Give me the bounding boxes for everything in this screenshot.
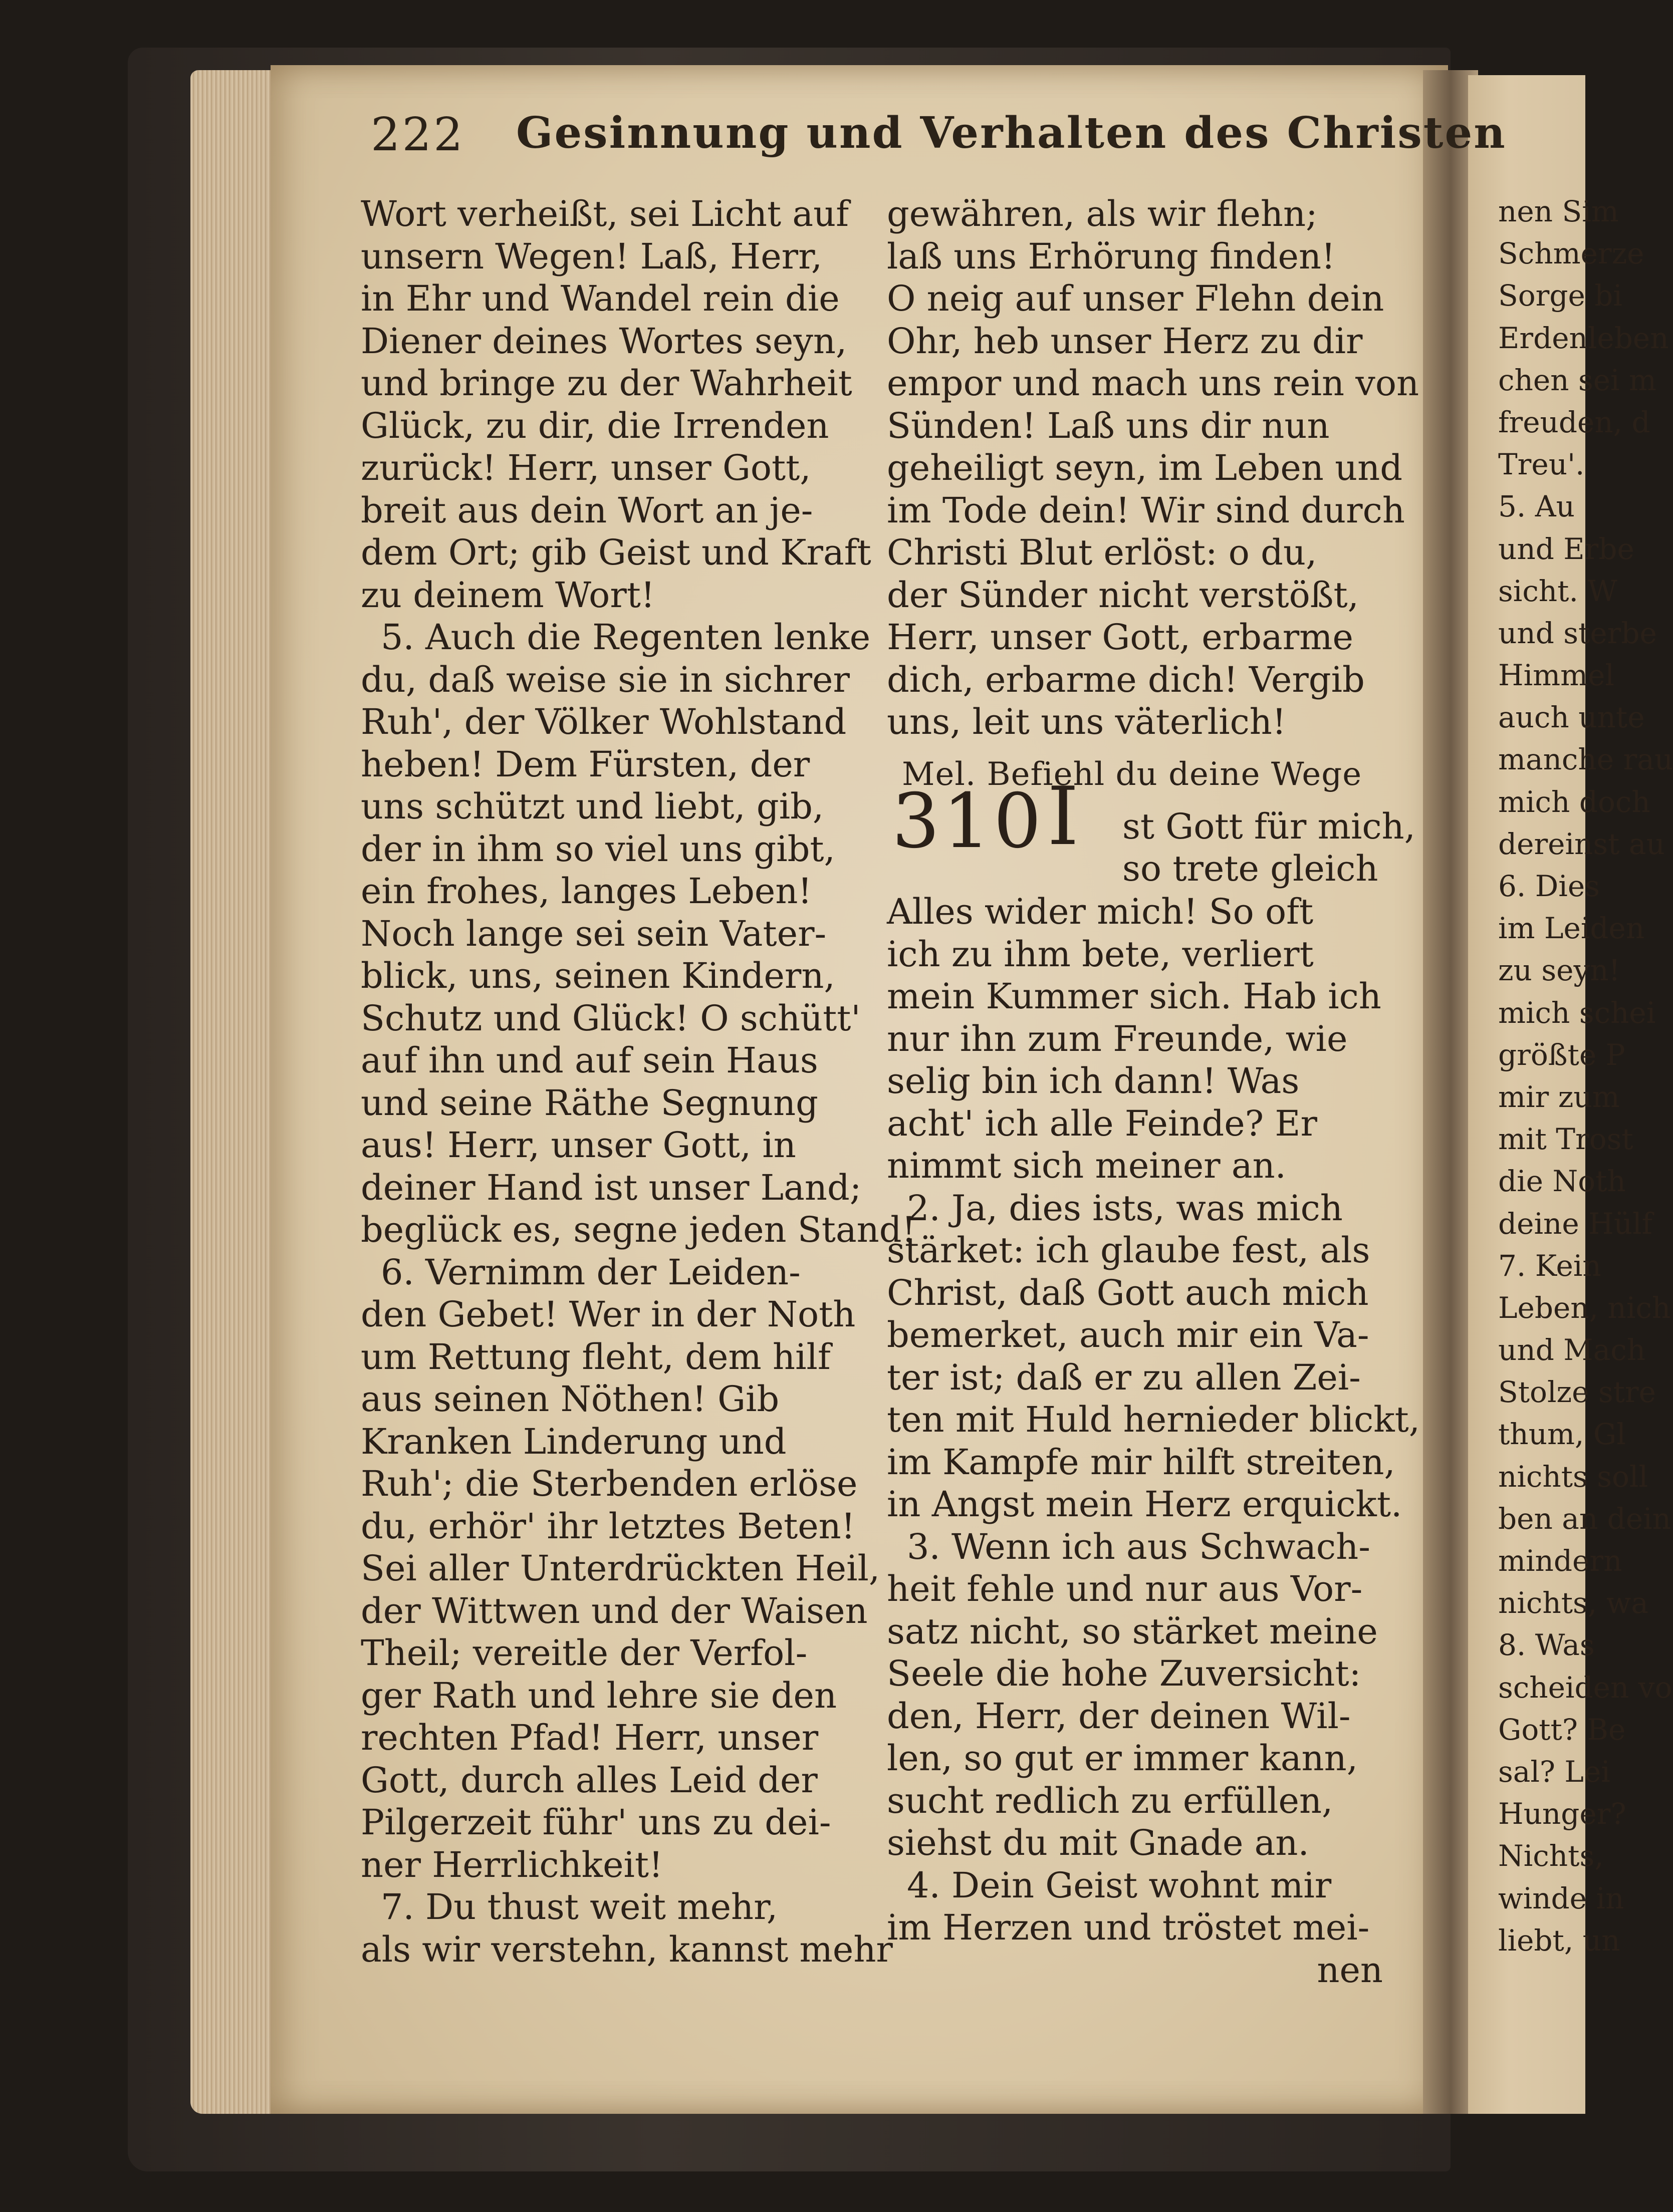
- facing-page-line: mindern: [1498, 1544, 1622, 1578]
- text-line: Theil; vereitle der Verfol-: [361, 1632, 808, 1674]
- text-line: Ohr, heb unser Herz zu dir: [887, 320, 1363, 362]
- facing-page-line: Schmerze: [1498, 236, 1644, 271]
- facing-page-line: Himmel: [1498, 658, 1614, 693]
- facing-page-line: und sterbe: [1498, 616, 1657, 650]
- facing-page-line: und Mach: [1498, 1333, 1646, 1367]
- facing-page-line: Gott? Be: [1498, 1712, 1626, 1747]
- text-line: und bringe zu der Wahrheit: [361, 363, 852, 404]
- text-line: aus seinen Nöthen! Gib: [361, 1378, 780, 1420]
- text-line: Alles wider mich! So oft: [887, 891, 1314, 932]
- facing-page-line: Stolze stre: [1498, 1375, 1656, 1410]
- facing-page-line: 5. Au: [1498, 489, 1575, 524]
- text-line: O neig auf unser Flehn dein: [887, 278, 1384, 319]
- facing-page-line: zu seyn!: [1498, 953, 1620, 988]
- facing-page-line: Nichts,: [1498, 1839, 1604, 1873]
- text-line: breit aus dein Wort an je-: [361, 489, 813, 531]
- facing-page-line: mich schei: [1498, 995, 1656, 1030]
- hymn-second-line: so trete gleich: [1122, 848, 1378, 889]
- facing-page-line: thum, Gl: [1498, 1417, 1626, 1452]
- text-line: ner Herrlichkeit!: [361, 1844, 663, 1885]
- text-line: 3. Wenn ich aus Schwach-: [907, 1526, 1370, 1567]
- text-line: Glück, zu dir, die Irrenden: [361, 405, 829, 446]
- facing-page-line: sal? Lei: [1498, 1754, 1610, 1789]
- left-text-column: [361, 193, 916, 1971]
- text-line: du, erhör' ihr letztes Beten!: [361, 1505, 855, 1547]
- text-line: Ruh'; die Sterbenden erlöse: [361, 1463, 858, 1504]
- text-line: Seele die hohe Zuversicht:: [887, 1653, 1361, 1694]
- text-line: zu deinem Wort!: [361, 574, 655, 616]
- text-line: rechten Pfad! Herr, unser: [361, 1717, 819, 1758]
- facing-page-line: auch unte: [1498, 700, 1645, 735]
- text-line: len, so gut er immer kann,: [887, 1738, 1358, 1779]
- facing-page-line: Hunger?: [1498, 1797, 1626, 1831]
- text-line: ger Rath und lehre sie den: [361, 1675, 837, 1716]
- text-line: ein frohes, langes Leben!: [361, 871, 812, 912]
- text-line: den Gebet! Wer in der Noth: [361, 1294, 856, 1335]
- text-line: heben! Dem Fürsten, der: [361, 743, 810, 785]
- text-line: uns, leit uns väterlich!: [887, 701, 1287, 742]
- text-line: in Ehr und Wandel rein die: [361, 278, 840, 319]
- text-line: Noch lange sei sein Vater-: [361, 913, 827, 954]
- text-line: selig bin ich dann! Was: [887, 1060, 1300, 1101]
- text-line: sucht redlich zu erfüllen,: [887, 1780, 1333, 1821]
- text-line: 4. Dein Geist wohnt mir: [907, 1864, 1332, 1906]
- text-line: Ruh', der Völker Wohlstand: [361, 701, 847, 742]
- text-line: nur ihn zum Freunde, wie: [887, 1018, 1348, 1059]
- text-line: als wir verstehn, kannst mehr: [361, 1928, 893, 1970]
- text-line: der in ihm so viel uns gibt,: [361, 828, 835, 870]
- page-header: [0, 98, 1585, 168]
- text-line: und seine Räthe Segnung: [361, 1082, 818, 1124]
- facing-page-line: deine Hülf: [1498, 1206, 1653, 1241]
- facing-page-line: nichts soll: [1498, 1459, 1648, 1494]
- facing-page-line: ben an dein: [1498, 1501, 1671, 1536]
- page-edges: [190, 70, 281, 2114]
- hymn-number: 310: [892, 778, 1045, 865]
- facing-page-line: mit Trost: [1498, 1122, 1633, 1157]
- text-line: der Wittwen und der Waisen: [361, 1590, 868, 1631]
- facing-page-line: winde in: [1498, 1881, 1624, 1915]
- text-line: acht' ich alle Feinde? Er: [887, 1102, 1317, 1144]
- facing-page-line: die Noth: [1498, 1164, 1626, 1199]
- text-line: 5. Auch die Regenten lenke: [381, 617, 871, 658]
- text-line: du, daß weise sie in sichrer: [361, 659, 850, 700]
- facing-page-line: dereinst au: [1498, 826, 1665, 861]
- facing-page-line: nichts, wa: [1498, 1586, 1648, 1620]
- text-line: in Angst mein Herz erquickt.: [887, 1484, 1402, 1525]
- text-line: Wort verheißt, sei Licht auf: [361, 193, 849, 234]
- text-line: geheiligt seyn, im Leben und: [887, 447, 1403, 488]
- text-line: im Tode dein! Wir sind durch: [887, 489, 1405, 531]
- text-line: 7. Du thust weit mehr,: [381, 1886, 778, 1927]
- text-line: Christi Blut erlöst: o du,: [887, 532, 1317, 573]
- text-line: laß uns Erhörung finden!: [887, 235, 1336, 277]
- text-line: stärket: ich glaube fest, als: [887, 1230, 1370, 1271]
- facing-page-line: im Leiden: [1498, 911, 1645, 946]
- text-line: heit fehle und nur aus Vor-: [887, 1568, 1363, 1609]
- text-line: dich, erbarme dich! Vergib: [887, 659, 1365, 700]
- facing-page-line: Sorge bi: [1498, 279, 1622, 313]
- text-line: Gott, durch alles Leid der: [361, 1759, 818, 1801]
- text-line: gewähren, als wir flehn;: [887, 193, 1318, 234]
- facing-page-line: größte P: [1498, 1037, 1625, 1072]
- melody-line: Mel. Befiehl du deine Wege: [902, 755, 1362, 793]
- facing-page-line: sicht. W: [1498, 574, 1617, 608]
- drop-cap: I: [1047, 769, 1079, 863]
- text-line: Pilgerzeit führ' uns zu dei-: [361, 1802, 831, 1843]
- text-line: dem Ort; gib Geist und Kraft: [361, 532, 871, 573]
- facing-page-line: Erdenleben: [1498, 321, 1669, 355]
- facing-page-line: Leben, nich: [1498, 1290, 1671, 1325]
- text-line: den, Herr, der deinen Wil-: [887, 1695, 1351, 1737]
- facing-page-line: nen Sim: [1498, 194, 1619, 228]
- facing-page-line: manche rau: [1498, 742, 1673, 777]
- text-line: uns schützt und liebt, gib,: [361, 786, 824, 827]
- catchword: nen: [1317, 1949, 1383, 1991]
- text-line: Schutz und Glück! O schütt': [361, 997, 861, 1039]
- facing-page-line: chen sei m: [1498, 363, 1657, 397]
- text-line: deiner Hand ist unser Land;: [361, 1167, 862, 1208]
- text-line: beglück es, segne jeden Stand!: [361, 1209, 916, 1250]
- facing-page-line: 7. Kein: [1498, 1248, 1601, 1283]
- text-line: Herr, unser Gott, erbarme: [887, 617, 1353, 658]
- text-line: ich zu ihm bete, verliert: [887, 933, 1314, 975]
- text-line: empor und mach uns rein von: [887, 363, 1419, 404]
- facing-page-line: und Erbe: [1498, 531, 1634, 566]
- text-line: 2. Ja, dies ists, was mich: [907, 1187, 1343, 1229]
- text-line: satz nicht, so stärket meine: [887, 1610, 1378, 1652]
- text-line: ten mit Huld hernieder blickt,: [887, 1399, 1420, 1440]
- text-line: Sei aller Unterdrückten Heil,: [361, 1548, 880, 1589]
- text-line: Sünden! Laß uns dir nun: [887, 405, 1330, 446]
- facing-page-line: Treu'.: [1498, 447, 1585, 482]
- page-number: 222: [371, 108, 465, 161]
- facing-page-text: [1498, 190, 1673, 1962]
- facing-page-line: mir zum: [1498, 1079, 1620, 1114]
- text-line: unsern Wegen! Laß, Herr,: [361, 235, 823, 277]
- text-line: bemerket, auch mir ein Va-: [887, 1314, 1369, 1355]
- facing-page-line: mich doch: [1498, 784, 1650, 819]
- text-line: mein Kummer sich. Hab ich: [887, 976, 1381, 1017]
- text-line: 6. Vernimm der Leiden-: [381, 1251, 801, 1293]
- hymn-first-line: st Gott für mich,: [1122, 806, 1415, 847]
- right-text-column: [887, 193, 1420, 1991]
- facing-page-line: 8. Was: [1498, 1628, 1595, 1663]
- text-line: nimmt sich meiner an.: [887, 1145, 1286, 1186]
- text-line: Christ, daß Gott auch mich: [887, 1272, 1369, 1313]
- text-line: der Sünder nicht verstößt,: [887, 574, 1359, 616]
- text-line: aus! Herr, unser Gott, in: [361, 1125, 796, 1166]
- text-line: Kranken Linderung und: [361, 1421, 787, 1462]
- text-line: im Kampfe mir hilft streiten,: [887, 1441, 1395, 1483]
- facing-page-line: scheiden vo: [1498, 1670, 1672, 1705]
- text-line: blick, uns, seinen Kindern,: [361, 955, 835, 996]
- running-title: Gesinnung und Verhalten des Christen: [516, 108, 1507, 158]
- facing-page-line: 6. Dies: [1498, 869, 1600, 903]
- text-line: siehst du mit Gnade an.: [887, 1822, 1309, 1863]
- text-line: Diener deines Wortes seyn,: [361, 320, 847, 362]
- text-line: um Rettung fleht, dem hilf: [361, 1336, 831, 1377]
- text-line: zurück! Herr, unser Gott,: [361, 447, 811, 488]
- text-line: im Herzen und tröstet mei-: [887, 1907, 1370, 1948]
- facing-page-line: liebt, un: [1498, 1923, 1620, 1958]
- text-line: ter ist; daß er zu allen Zei-: [887, 1356, 1361, 1398]
- text-line: auf ihn und auf sein Haus: [361, 1040, 818, 1081]
- facing-page-line: freuden, d: [1498, 405, 1650, 439]
